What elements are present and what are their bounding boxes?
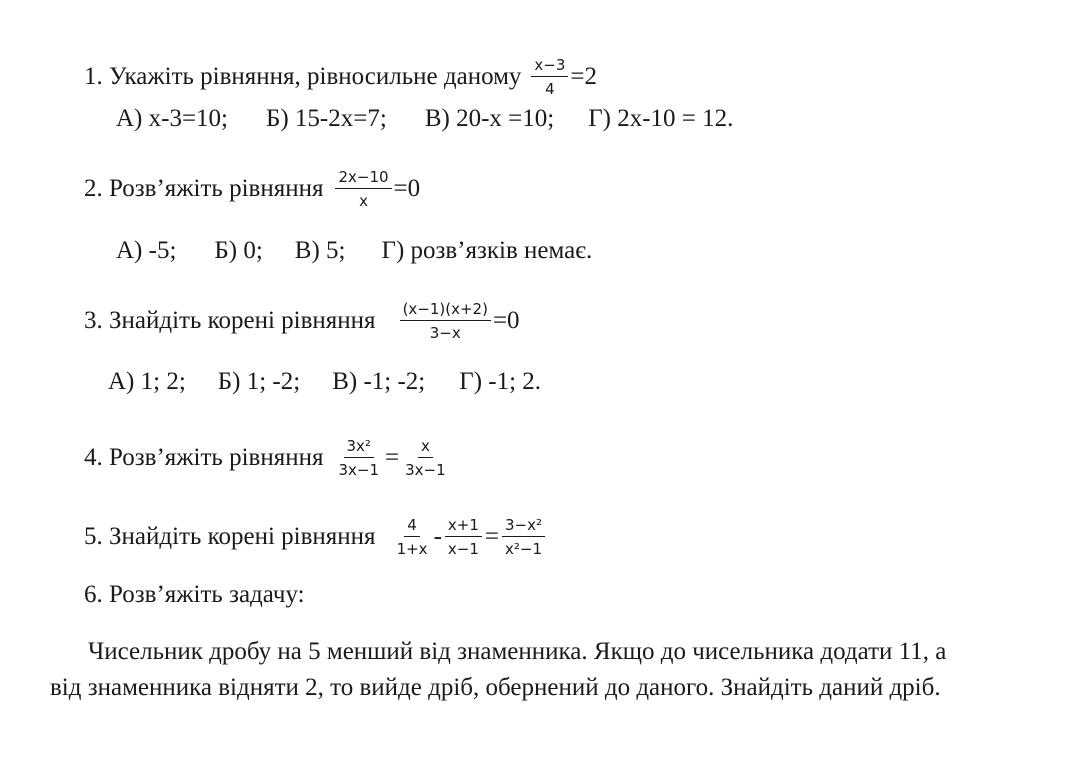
problem-line-1: Чисельник дробу на 5 менший від знаменника. Якщо до чисельника додати 11, а — [88, 638, 947, 665]
equation-rhs: =0 — [393, 175, 421, 202]
fraction-denominator: x²−1 — [505, 540, 543, 558]
question-3-answers — [108, 367, 541, 397]
fraction-numerator: 3−x² — [502, 516, 545, 537]
answer-a: А) x-3=10; — [116, 105, 228, 132]
question-2-fraction — [335, 168, 391, 210]
answer-b: Б) 1; -2; — [217, 368, 301, 395]
question-6-text: 6. Розв’яжіть задачу: — [84, 581, 305, 608]
equation-rhs: =0 — [492, 307, 520, 334]
answer-b: Б) 0; — [214, 237, 263, 264]
question-6 — [84, 580, 305, 610]
fraction-numerator: 2x−10 — [335, 168, 391, 189]
question-4-text: 4. Розв’яжіть рівняння — [84, 444, 324, 471]
question-2-text: 2. Розв’яжіть рівняння — [84, 175, 324, 202]
fraction-numerator: x — [418, 437, 433, 458]
answer-v: В) 5; — [294, 237, 346, 264]
answer-v: В) 20-x =10; — [424, 105, 555, 132]
answer-v: В) -1; -2; — [332, 368, 426, 395]
fraction-denominator: x−1 — [447, 540, 479, 558]
question-2 — [84, 168, 420, 210]
question-3 — [84, 300, 520, 342]
fraction-denominator: 3−x — [429, 324, 461, 342]
answer-g: Г) розв’язків немає. — [381, 237, 593, 264]
equation-rhs: =2 — [570, 63, 598, 90]
question-1-answers — [116, 104, 733, 134]
fraction-denominator: 4 — [545, 80, 555, 98]
question-5 — [84, 516, 547, 558]
fraction-denominator: x — [359, 192, 368, 210]
question-5-fraction-1 — [394, 516, 431, 558]
question-5-fraction-3 — [502, 516, 545, 558]
minus-sign: - — [433, 523, 442, 550]
question-4 — [84, 437, 451, 479]
fraction-denominator: 3x−1 — [338, 461, 380, 479]
question-1-text: 1. Укажіть рівняння, рівносильне даному — [84, 63, 522, 90]
answer-a: А) 1; 2; — [108, 368, 186, 395]
question-1 — [84, 56, 597, 98]
answer-b: Б) 15-2x=7; — [266, 105, 387, 132]
question-5-fraction-2 — [445, 516, 482, 558]
fraction-numerator: 4 — [404, 516, 420, 537]
question-5-text: 5. Знайдіть корені рівняння — [84, 523, 376, 550]
fraction-numerator: 3x² — [344, 437, 374, 458]
question-4-fraction-right — [402, 437, 449, 479]
fraction-denominator: 1+x — [396, 540, 428, 558]
answer-a: А) -5; — [116, 237, 177, 264]
question-2-answers — [116, 236, 592, 266]
fraction-numerator: x−3 — [531, 56, 568, 77]
question-3-text: 3. Знайдіть корені рівняння — [84, 307, 376, 334]
fraction-numerator: x+1 — [445, 516, 482, 537]
question-4-fraction-left — [335, 437, 382, 479]
equals-sign: = — [484, 523, 499, 550]
question-3-fraction — [400, 300, 491, 342]
problem-line-2: від знаменника відняти 2, то вийде дріб, обернений до даного. Знайдіть даний дріб. — [50, 674, 941, 701]
fraction-denominator: 3x−1 — [405, 461, 446, 479]
fraction-numerator: (x−1)(x+2) — [400, 300, 491, 321]
answer-g: Г) 2x-10 = 12. — [588, 105, 734, 132]
problem-text — [50, 634, 1030, 706]
answer-g: Г) -1; 2. — [459, 368, 542, 395]
equals-sign: = — [385, 444, 400, 471]
question-1-fraction — [531, 56, 568, 98]
